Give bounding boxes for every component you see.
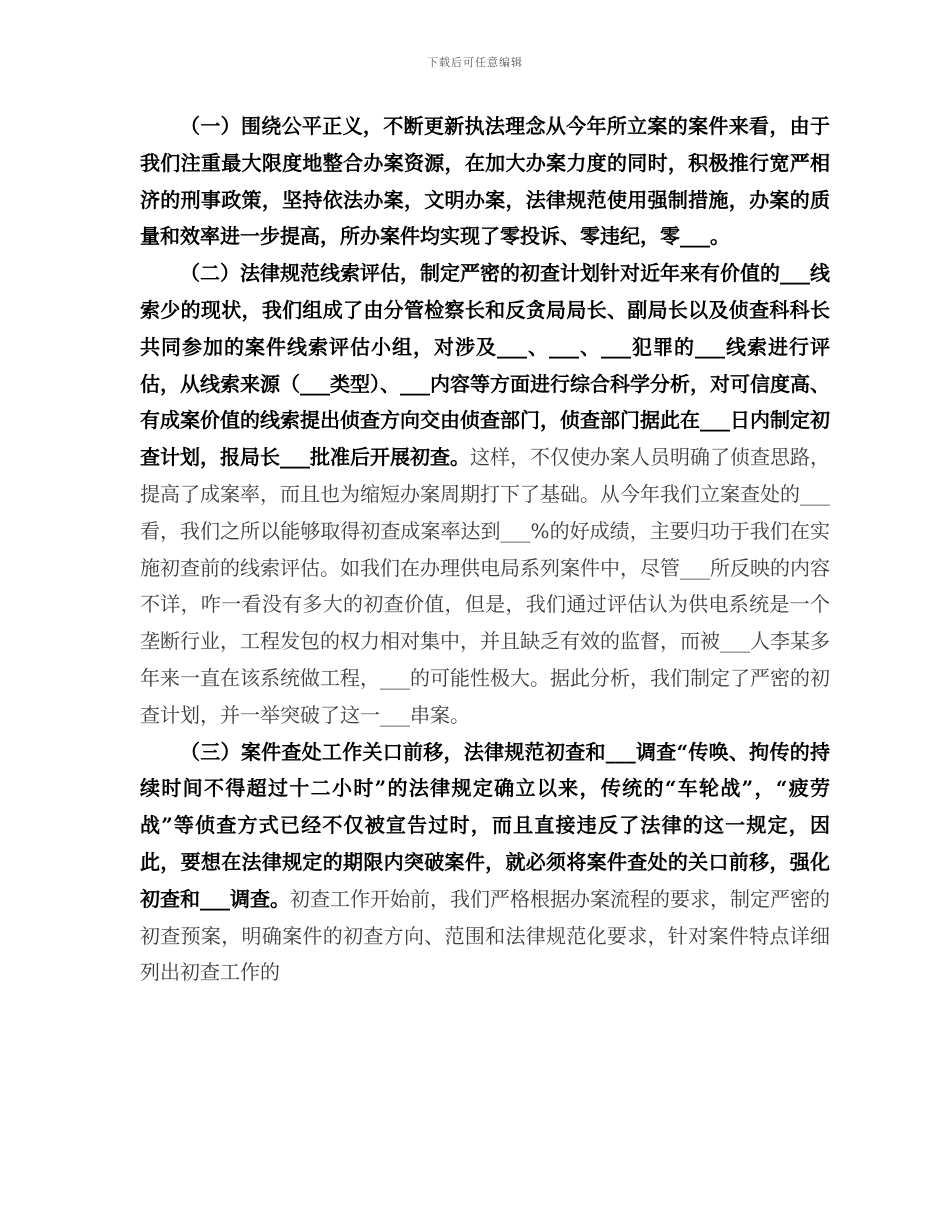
paragraph-1 xyxy=(140,108,830,255)
paragraph-3-body-text: 初查工作开始前，我们严格根据办案流程的要求，制定严密的初查预案，明确案件的初查方向、范围和法律规范化要求，针对案件特点详细列出初查工作的 xyxy=(140,886,830,985)
paragraph-3 xyxy=(140,734,830,992)
document-body xyxy=(140,108,830,991)
page-header: 下载后可任意编辑 xyxy=(427,56,523,69)
paragraph-2 xyxy=(140,255,830,733)
paragraph-1-bold-text: （一）围绕公平正义，不断更新执法理念从今年所立案的案件来看，由于我们注重最大限度地整合办案资源，在加大办案力度的同时，积极推行宽严相济的刑事政策，坚持依法办案，文明办案，法律规范使用强制措施，办案的质量和效率进一步提高，所办案件均实现了零投诉、零违纪，零___。 xyxy=(140,114,830,249)
paragraph-2-body-text: 这样，不仅使办案人员明确了侦查思路，提高了成案率，而且也为缩短办案周期打下了基础。从今年我们立案查处的___看，我们之所以能够取得初查成案率达到___%的好成绩，主要归功于我们在实施初查前的线索评估。如我们在办理供电局系列案件中，尽管___所反映的内容不详，咋一看没有多大的初查价值，但是，我们通过评估认为供电系统是一个垄断行业，工程发包的权力相对集中，并且缺乏有效的监督，而被___人李某多年来一直在该系统做工程，___的可能性极大。据此分析，我们制定了严密的初查计划，并一举突破了这一___串案。 xyxy=(140,445,830,727)
paragraph-2-bold-text: （二）法律规范线索评估，制定严密的初查计划针对近年来有价值的___线索少的现状，我们组成了由分管检察长和反贪局局长、副局长以及侦查科科长共同参加的案件线索评估小组，对涉及___、___、___犯罪的___线索进行评估，从线索来源（___类型）、___内容等方面进行综合科学分析，对可信度高、有成案价值的线索提出侦查方向交由侦查部门，侦查部门据此在___日内制定初查计划，报局长___批准后开展初查。 xyxy=(140,261,830,470)
paragraph-3-bold-text: （三）案件查处工作关口前移，法律规范初查和___调查“传唤、拘传的持续时间不得超过十二小时”的法律规定确立以来，传统的“车轮战”，“疲劳战”等侦查方式已经不仅被宣告过时，而且直接违反了法律的这一规定，因此，要想在法律规定的期限内突破案件，就必须将案件查处的关口前移，强化初查和___调查。 xyxy=(140,739,830,911)
